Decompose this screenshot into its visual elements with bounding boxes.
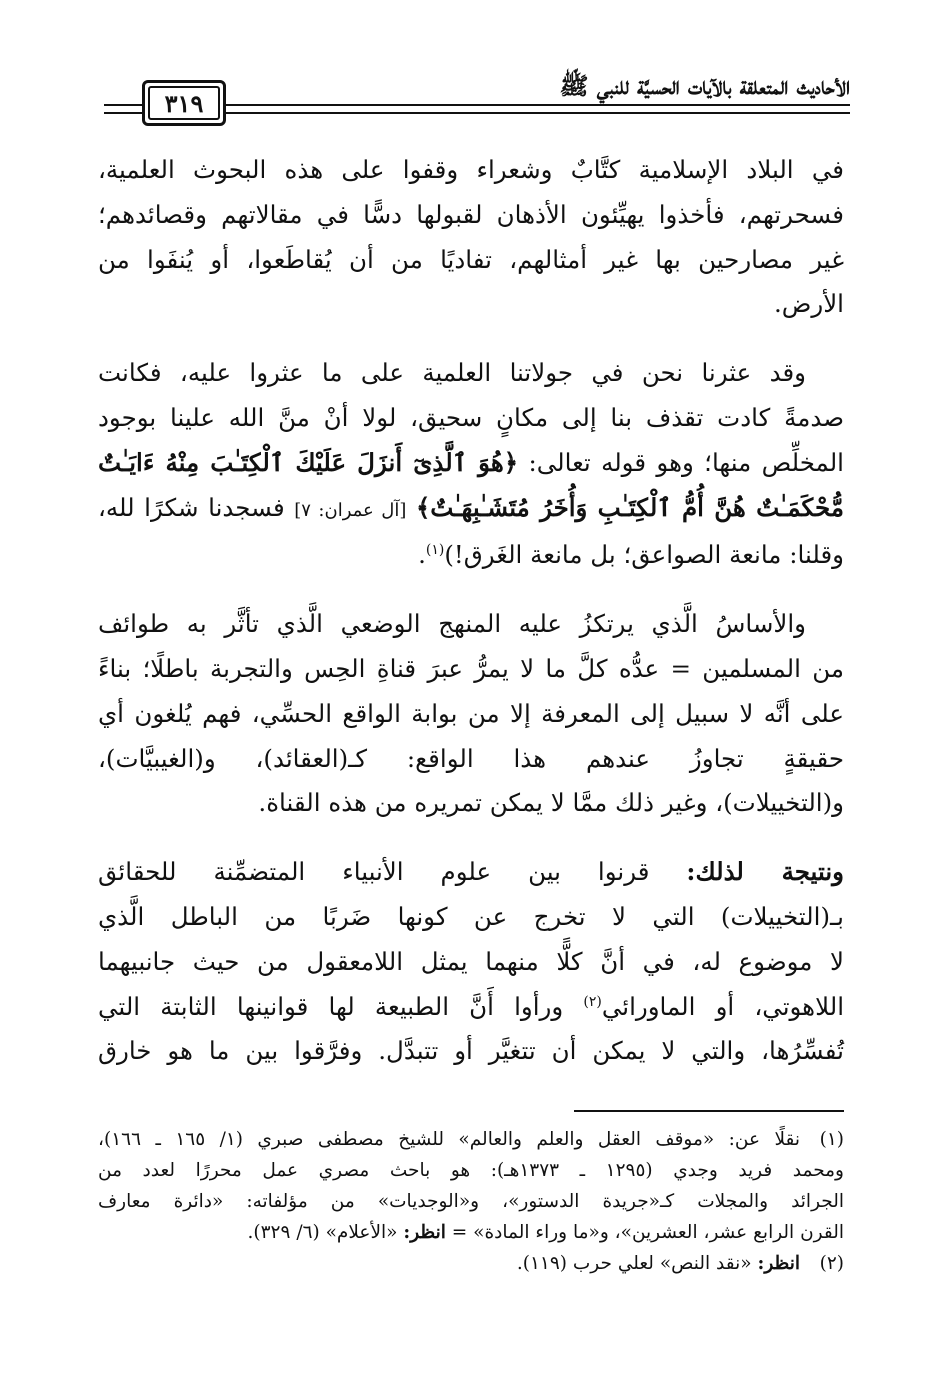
text-line: والأساسُ الَّذي يرتكزُ عليه المنهج الوضعي الَّذي تأثَّر به طوائف (98, 609, 806, 639)
text-line (98, 533, 844, 578)
text-line (98, 486, 844, 534)
text-line: على أنَّه لا سبيل إلى المعرفة إلا من بوابة الواقع الحسِّي، فهم يُلغون أي (98, 698, 844, 728)
text-fragment: فسجدنا شكرًا لله، (98, 492, 285, 522)
text-line: من المسلمين = عدُّه كلَّ ما لا يمرُّ عبرَ قناةِ الحِس والتجربة باطلًا؛ بناءً (98, 653, 844, 683)
quran-verse: مُّحْكَمَـٰتٌ هُنَّ أُمُّ ٱلْكِتَـٰبِ وَأُخَرُ مُتَشَـٰبِهَـٰتٌ﴾ (415, 492, 844, 522)
text-fragment: «الأعلام» (٦/ ٣٢٩). (247, 1222, 398, 1243)
text-fragment: قرنوا بين علوم الأنبياء المتضمِّنة للحقائق (98, 857, 650, 887)
text-line: بـ(التخييلات) التي لا تخرج عن كونها ضَربًا من الباطل الَّذي (98, 901, 844, 931)
page-number: ٣١٩ (148, 86, 220, 120)
text-line: لا موضوع له، في أنَّ كلًّا منهما يمثل اللامعقول من حيث جانبيهما (98, 946, 844, 976)
paragraph (98, 602, 844, 826)
footnote-number: (٢) (819, 1253, 844, 1274)
paragraph (98, 148, 844, 327)
text-fragment: . (418, 540, 426, 570)
paragraph (98, 351, 844, 578)
footnote-number: (١) (819, 1129, 844, 1150)
text-line: فسحرتهم، فأخذوا يهيِّئون الأذهان لقبولها دسًّا في مقالاتهم وقصائدهم؛ (98, 199, 844, 229)
header-title: الأحاديث المتعلقة بالآيات الحسيَّة للنبي ﷺ (559, 71, 850, 100)
text-line: حقيقةٍ تجاوزُ عندهم هذا الواقع: كـ(العقائد)، و(الغيبيَّات)، (98, 743, 844, 773)
quran-verse: ﴿هُوَ ٱلَّذِىٓ أَنزَلَ عَلَيْكَ ٱلْكِتَـٰبَ مِنْهُ ءَايَـٰتٌ (98, 447, 519, 477)
footnote-line (98, 1124, 844, 1155)
footnote-line (98, 1217, 844, 1248)
footnote-marker[interactable]: (٢) (583, 993, 602, 1010)
text-fragment: المخلِّص منها؛ وهو قوله تعالى: (528, 447, 844, 477)
text-line: غير مصارحين بها غير أمثالهم، تفاديًا من أن يُقاطَعوا، أو يُنفَوا من (98, 244, 844, 274)
text-fragment: ورأوا أَنَّ الطبيعة لها قوانينها الثابتة التي (98, 991, 564, 1021)
text-fragment: «نقد النص» لعلي حرب (١١٩). (516, 1253, 752, 1274)
footnote-line: الجرائد والمجلات كـ«جريدة الدستور»، و«الوجديات» من مؤلفاته: «دائرة معارف (98, 1191, 844, 1212)
text-line (98, 441, 844, 486)
see-label: انظر: (757, 1253, 800, 1274)
text-line: تُفسِّرُها، والتي لا يمكن أن تتغيَّر أو تتبدَّل. وفرَّقوا بين ما هو خارق (98, 1036, 844, 1066)
text-fragment: نقلًا عن: «موقف العقل والعلم والعالم» للشيخ مصطفى صبري (١/ ١٦٥ ـ ١٦٦)، (98, 1129, 800, 1150)
text-line: في البلاد الإسلامية كتَّابٌ وشعراء وقفوا على هذه البحوث العلمية، (98, 155, 844, 184)
text-fragment: وقلنا: مانعة الصواعق؛ بل مانعة الغَرق!) (444, 540, 844, 570)
footnotes (98, 1124, 844, 1279)
footnote-separator (574, 1110, 844, 1112)
page-number-frame (142, 80, 226, 126)
text-fragment: اللاهوتي، أو الماورائي (601, 991, 844, 1021)
footnote (98, 1124, 844, 1248)
text-line (98, 985, 844, 1030)
text-line: و(التخييلات)، وغير ذلك ممَّا لا يمكن تمريره من هذه القناة. (258, 788, 844, 818)
paragraph (98, 850, 844, 1074)
text-line: الأرض. (773, 289, 844, 319)
verse-reference: [آل عمران: ٧] (294, 499, 407, 521)
see-label: انظر: (403, 1222, 446, 1243)
main-text (98, 148, 844, 1098)
text-line (98, 850, 844, 895)
paragraph-lead: ونتيجة لذلك: (686, 857, 844, 887)
footnote-line (98, 1248, 844, 1279)
text-fragment: القرن الرابع عشر، العشرين»، و«ما وراء المادة» = (451, 1222, 844, 1243)
footnote (98, 1248, 844, 1279)
footnote-line: ومحمد فريد وجدي (١٢٩٥ ـ ١٣٧٣هـ): هو باحث مصري عمل محررًا لعدد من (98, 1160, 844, 1181)
text-line: صدمةً كادت تقذف بنا إلى مكانٍ سحيق، لولا أنْ منَّ الله علينا بوجود (98, 402, 844, 432)
footnote-marker[interactable]: (١) (425, 542, 445, 559)
running-header (104, 62, 850, 122)
text-line: وقد عثرنا نحن في جولاتنا العلمية على ما عثروا عليه، فكانت (98, 358, 806, 388)
